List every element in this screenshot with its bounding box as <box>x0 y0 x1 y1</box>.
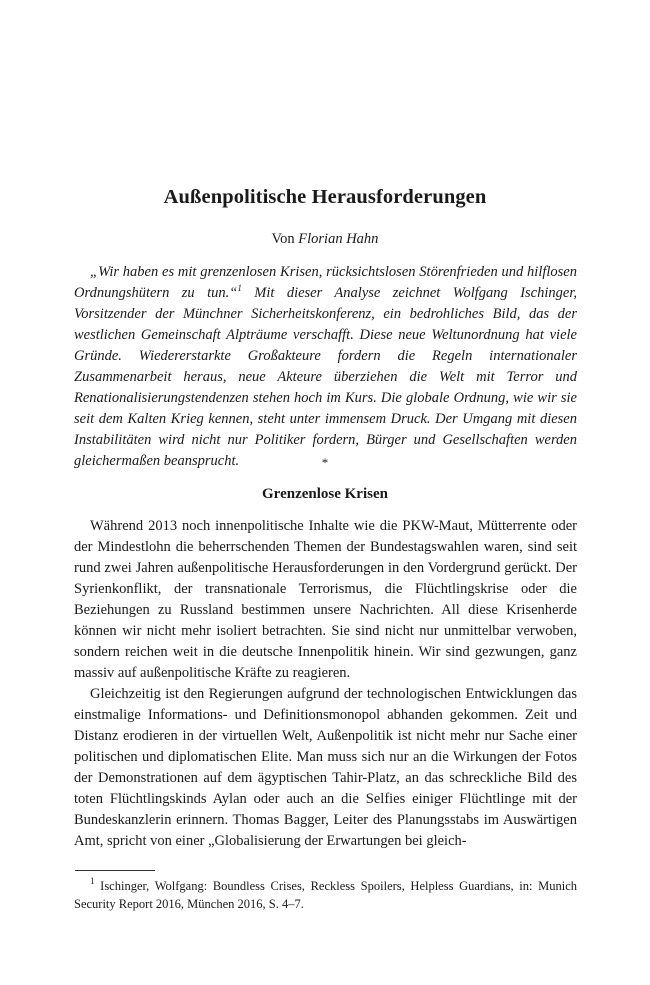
section-body <box>74 516 577 852</box>
footnote-reference: 1 <box>237 283 242 293</box>
section-heading: Grenzenlose Krisen <box>262 486 388 502</box>
intro-quote-paragraph <box>74 262 577 472</box>
intro-quote-text: „Wir haben es mit grenzenlosen Krisen, rücksichtslosen Störenfrieden und hilflosen Ordnungshütern zu tun.“ <box>74 264 577 301</box>
footnote <box>74 877 577 913</box>
intro-continuation-text: Mit dieser Analyse zeichnet Wolfgang Ischinger, Vorsitzender der Münchner Sicherheitskonferenz, ein bedrohliches Bild, das der westlichen Gemeinschaft Alpträume verschafft. Diese neue Weltunordnung hat viele Gründe. Wiedererstarkte Großakteure fordern die Regeln internationaler Zusammenarbeit heraus, neue Akteure überziehen die Welt mit Terror und Renationalisierungstendenzen stehen hoch im Kurs. Die globale Ordnung, wie wir sie seit dem Kalten Krieg kennen, steht unter immensem Druck. Der Umgang mit diesen Instabilitäten wird nicht nur Politiker fordern, Bürger und Gesellschaften werden gleichermaßen beansprucht. <box>74 285 577 469</box>
footnote-divider <box>75 870 155 871</box>
footnote-text: Ischinger, Wolfgang: Boundless Crises, Reckless Spoilers, Helpless Guardians, in: Munich Security Report 2016, München 2016, S. 4–7. <box>74 879 577 911</box>
body-paragraph: Gleichzeitig ist den Regierungen aufgrund der technologischen Entwicklungen das einstmalige Informations- und Definitionsmonopol abhanden gekommen. Zeit und Distanz erodieren in der virtuellen Welt, Außenpolitik ist nicht mehr nur Sache einer politischen und diplomatischen Elite. Man muss sich nur an die Wirkungen der Fotos der Demonstrationen auf dem ägyptischen Tahir-Platz, an das schreckliche Bild des toten Flüchtlingskinds Aylan oder auch an die Selfies einiger Flüchtlinge mit der Bundeskanzlerin erinnern. Thomas Bagger, Leiter des Planungsstabs im Auswärtigen Amt, spricht von einer „Globalisierung der Erwartungen bei gleich- <box>74 686 577 849</box>
byline <box>0 231 650 248</box>
author-name: Florian Hahn <box>298 231 379 247</box>
footnote-marker: 1 <box>90 876 95 886</box>
body-paragraph: Während 2013 noch innenpolitische Inhalte wie die PKW-Maut, Mütterrente oder der Mindestlohn die beherrschenden Themen der Bundestagswahlen waren, sind seit rund zwei Jahren außenpolitische Herausforderungen in den Vordergrund gerückt. Der Syrienkonflikt, der transnationale Terrorismus, die Flüchtlingskrise oder die Beziehungen zu Russland bestimmen unsere Nachrichten. All diese Krisenherde können wir nicht mehr isoliert betrachten. Sie sind nicht nur unmittelbar verwoben, sondern reichen weit in die deutsche Innenpolitik hinein. Wir sind gezwungen, ganz massiv auf außenpolitische Kräfte zu reagieren. <box>74 518 577 681</box>
article-title: Außenpolitische Herausforderungen <box>163 186 487 208</box>
byline-prefix: Von <box>271 231 295 247</box>
section-separator: * <box>321 455 329 470</box>
